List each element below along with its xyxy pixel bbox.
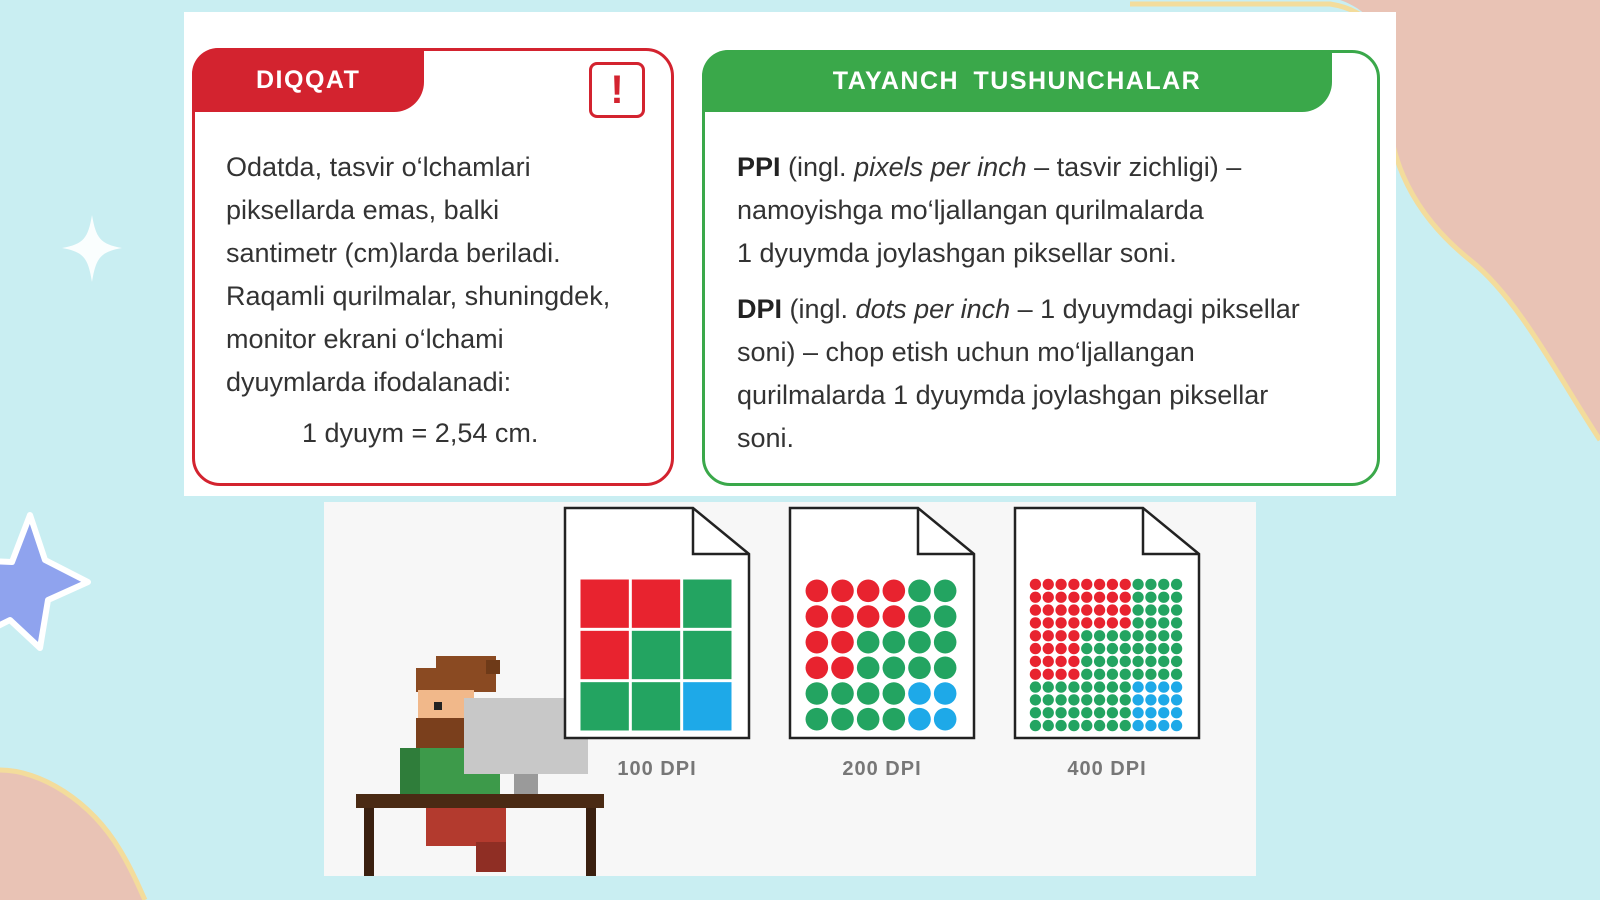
pixel-dot: [1158, 694, 1169, 705]
pixel-dot: [1132, 681, 1143, 692]
pixel-dot: [1030, 617, 1041, 628]
warning-line: piksellarda emas, balki: [226, 195, 500, 225]
pixel-dot: [1171, 669, 1182, 680]
pixel-dot: [1030, 681, 1041, 692]
pixel-dot: [1145, 694, 1156, 705]
ppi-term: PPI: [737, 152, 781, 182]
pixel-dot: [934, 631, 957, 654]
pixel-dot: [1055, 656, 1066, 667]
warning-line: santimetr (cm)larda beriladi.: [226, 238, 561, 268]
pixel-dot: [1107, 656, 1118, 667]
pixel-dot: [581, 580, 629, 628]
pixel-dot: [1094, 643, 1105, 654]
pixel-dot: [1043, 579, 1054, 590]
pixel-dot: [1055, 604, 1066, 615]
pixel-dot: [1107, 694, 1118, 705]
pixel-dot: [1132, 604, 1143, 615]
pixel-dot: [1043, 592, 1054, 603]
pixel-dot: [632, 631, 680, 679]
pixel-dot: [1081, 643, 1092, 654]
pixel-dot: [1030, 579, 1041, 590]
pixel-dot: [1158, 617, 1169, 628]
ppi-english: pixels per inch: [854, 152, 1027, 182]
pixel-dot: [1120, 681, 1131, 692]
pixel-dot: [1043, 681, 1054, 692]
pixel-dot: [831, 580, 854, 603]
dpi-line-2: soni) – chop etish uchun mo‘ljallangan: [737, 337, 1195, 367]
pixel-dot: [1094, 592, 1105, 603]
pixel-dot: [806, 657, 829, 680]
pixel-dot: [1055, 694, 1066, 705]
pixel-dot: [1068, 681, 1079, 692]
warning-title: DIQQAT: [192, 48, 424, 112]
pixel-dot: [1132, 669, 1143, 680]
warning-line: monitor ekrani o‘lchami: [226, 324, 504, 354]
pixel-dot: [1107, 617, 1118, 628]
pixel-dot: [1171, 656, 1182, 667]
pixel-dot: [1081, 707, 1092, 718]
pixel-dot: [806, 682, 829, 705]
pixel-dot: [1081, 579, 1092, 590]
pixel-dot: [908, 657, 931, 680]
pixel-dot: [1043, 694, 1054, 705]
pixel-dot: [1120, 694, 1131, 705]
pixel-dot: [1068, 630, 1079, 641]
sparkle-icon: [62, 215, 122, 282]
pixel-dot: [1120, 604, 1131, 615]
pixel-dot: [1107, 592, 1118, 603]
document-100-dpi: [563, 506, 751, 740]
pixel-dot: [1043, 617, 1054, 628]
pixel-dot: [1145, 669, 1156, 680]
pixel-dot: [1068, 579, 1079, 590]
pixel-dot: [1055, 720, 1066, 731]
pixel-dot: [1158, 707, 1169, 718]
dpi-rest: – 1 dyuymdagi piksellar: [1010, 294, 1300, 324]
label-100-dpi: 100 DPI: [617, 758, 697, 780]
pixel-dot: [806, 631, 829, 654]
pixel-dot: [1107, 707, 1118, 718]
pixel-dot: [1094, 656, 1105, 667]
pixel-dot: [908, 605, 931, 628]
pixel-dot: [1120, 656, 1131, 667]
pixel-dot: [1145, 579, 1156, 590]
pixel-dot: [1107, 669, 1118, 680]
pixel-dot: [908, 682, 931, 705]
pixel-dot: [1043, 656, 1054, 667]
pixel-dot: [831, 682, 854, 705]
pixel-dot: [908, 631, 931, 654]
pixel-dot: [1081, 669, 1092, 680]
pixel-dot: [1068, 592, 1079, 603]
pixel-dot: [831, 657, 854, 680]
pixel-dot: [1107, 579, 1118, 590]
pixel-dot: [1107, 681, 1118, 692]
pixel-dot: [1030, 694, 1041, 705]
inch-formula: 1 dyuym = 2,54 cm.: [302, 418, 539, 448]
pixel-dot: [1158, 579, 1169, 590]
pixel-dot: [857, 708, 880, 731]
pixel-dot: [683, 631, 731, 679]
pixel-dot: [1158, 720, 1169, 731]
pixel-dot: [1055, 579, 1066, 590]
pixel-dot: [908, 580, 931, 603]
pixel-dot: [1120, 592, 1131, 603]
pixel-dot: [1145, 707, 1156, 718]
pixel-dot: [581, 631, 629, 679]
warning-text: [226, 146, 656, 404]
pixel-dot: [1094, 707, 1105, 718]
pixel-dot: [934, 708, 957, 731]
pixel-dot: [1043, 720, 1054, 731]
pixel-dot: [581, 682, 629, 730]
pixel-dot: [1081, 592, 1092, 603]
pixel-dot: [1171, 681, 1182, 692]
pixel-dot: [806, 580, 829, 603]
pixel-dot: [1171, 720, 1182, 731]
pixel-dot: [1120, 669, 1131, 680]
concepts-title: TAYANCH TUSHUNCHALAR: [702, 50, 1332, 112]
dpi-line-3: qurilmalarda 1 dyuymda joylashgan piksellar: [737, 380, 1269, 410]
pixel-dot: [1145, 630, 1156, 641]
ppi-line-1: [737, 146, 1367, 189]
pixel-dot: [1171, 707, 1182, 718]
pixel-dot: [908, 708, 931, 731]
pixel-dot: [1158, 630, 1169, 641]
pixel-dot: [1171, 592, 1182, 603]
pixel-dot: [1043, 707, 1054, 718]
pixel-dot: [1120, 579, 1131, 590]
pixel-dot: [1120, 720, 1131, 731]
pixel-dot: [1107, 643, 1118, 654]
pixel-dot: [1055, 669, 1066, 680]
dpi-line-1: [737, 288, 1367, 331]
label-200-dpi: 200 DPI: [842, 758, 922, 780]
pixel-dot: [1132, 592, 1143, 603]
pixel-dot: [1145, 592, 1156, 603]
pixel-dot: [883, 605, 906, 628]
pixel-dot: [1158, 656, 1169, 667]
pixel-dot: [1068, 604, 1079, 615]
pixel-dot: [883, 708, 906, 731]
dpi-english: dots per inch: [855, 294, 1011, 324]
pixel-dot: [857, 605, 880, 628]
dpi-line-4: soni.: [737, 423, 795, 453]
pixel-dot: [934, 605, 957, 628]
pixel-dot: [1132, 643, 1143, 654]
pixel-dot: [1158, 592, 1169, 603]
pixel-dot: [883, 682, 906, 705]
pixel-dot: [1094, 694, 1105, 705]
pixel-dot: [1171, 604, 1182, 615]
pixel-dot: [1068, 643, 1079, 654]
pixel-dot: [1068, 669, 1079, 680]
pixel-dot: [1094, 604, 1105, 615]
pixel-dot: [1081, 694, 1092, 705]
pixel-dot: [1030, 707, 1041, 718]
pixel-dot: [1171, 694, 1182, 705]
pixel-dot: [934, 580, 957, 603]
pixel-dot: [1068, 707, 1079, 718]
pixel-dot: [1158, 604, 1169, 615]
pixel-dot: [1107, 604, 1118, 615]
pixel-dot: [1132, 707, 1143, 718]
pixel-dot: [1145, 720, 1156, 731]
pixel-dot: [1030, 643, 1041, 654]
ppi-line-2: namoyishga mo‘ljallangan qurilmalarda: [737, 195, 1204, 225]
pixel-dot: [632, 580, 680, 628]
pixel-dot: [1068, 656, 1079, 667]
pixel-dot: [1158, 681, 1169, 692]
pixel-dot: [1120, 630, 1131, 641]
pixel-dot: [1132, 617, 1143, 628]
pixel-dot: [683, 682, 731, 730]
pixel-dot: [1055, 707, 1066, 718]
pixel-dot: [831, 708, 854, 731]
concepts-text: [737, 146, 1367, 473]
pixel-dot: [1030, 604, 1041, 615]
pixel-dot: [1145, 617, 1156, 628]
label-400-dpi: 400 DPI: [1067, 758, 1147, 780]
pixel-dot: [1094, 681, 1105, 692]
pixel-dot: [934, 682, 957, 705]
pixel-dot: [1030, 669, 1041, 680]
pixel-dot: [883, 657, 906, 680]
pixel-dot: [1120, 707, 1131, 718]
star-icon: [0, 515, 88, 648]
bottom-left-blob: [0, 770, 145, 900]
pixel-dot: [934, 657, 957, 680]
pixel-dot: [1068, 694, 1079, 705]
pixel-dot: [1094, 720, 1105, 731]
pixel-dot: [1068, 617, 1079, 628]
pixel-dot: [883, 580, 906, 603]
pixel-dot: [1158, 643, 1169, 654]
pixel-dot: [1107, 720, 1118, 731]
pixel-dot: [1081, 681, 1092, 692]
exclamation-icon: !: [589, 62, 645, 118]
pixel-dot: [1171, 630, 1182, 641]
pixel-dot: [1094, 630, 1105, 641]
pixel-dot: [1030, 720, 1041, 731]
warning-line: Raqamli qurilmalar, shuningdek,: [226, 281, 611, 311]
pixel-dot: [1132, 579, 1143, 590]
pixel-dot: [1145, 604, 1156, 615]
pixel-dot: [1081, 656, 1092, 667]
pixel-dot: [1094, 669, 1105, 680]
dpi-definition: [737, 288, 1367, 460]
pixel-dot: [1107, 630, 1118, 641]
document-400-dpi: [1013, 506, 1201, 740]
pixel-dot: [1043, 669, 1054, 680]
pixel-dot: [1055, 630, 1066, 641]
pixel-dot: [1055, 617, 1066, 628]
pixel-dot: [1158, 669, 1169, 680]
pixel-dot: [1055, 643, 1066, 654]
pixel-dot: [1120, 617, 1131, 628]
pixel-dot: [1081, 720, 1092, 731]
pixel-dot: [1145, 656, 1156, 667]
pixel-dot: [1068, 720, 1079, 731]
document-200-dpi: [788, 506, 976, 740]
pixel-dot: [1132, 656, 1143, 667]
pixel-dot: [831, 631, 854, 654]
pixel-dot: [1043, 630, 1054, 641]
pixel-dot: [1145, 681, 1156, 692]
pixel-dot: [1132, 630, 1143, 641]
pixel-dot: [632, 682, 680, 730]
pixel-dot: [1132, 694, 1143, 705]
pixel-dot: [857, 631, 880, 654]
ppi-open: (ingl.: [780, 152, 855, 182]
pixel-dot: [1081, 617, 1092, 628]
warning-line: dyuymlarda ifodalanadi:: [226, 367, 512, 397]
pixel-dot: [1094, 579, 1105, 590]
pixel-dot: [1145, 643, 1156, 654]
pixel-dot: [806, 605, 829, 628]
pixel-dot: [1132, 720, 1143, 731]
pixel-dot: [1171, 643, 1182, 654]
pixel-dot: [857, 657, 880, 680]
ppi-rest: – tasvir zichligi) –: [1026, 152, 1242, 182]
pixel-dot: [1030, 630, 1041, 641]
pixel-dot: [831, 605, 854, 628]
pixel-dot: [683, 580, 731, 628]
dpi-term: DPI: [737, 294, 783, 324]
dpi-open: (ingl.: [782, 294, 856, 324]
pixel-dot: [806, 708, 829, 731]
pixel-dot: [1055, 681, 1066, 692]
pixel-dot: [857, 580, 880, 603]
pixel-dot: [1055, 592, 1066, 603]
ppi-line-3: 1 dyuymda joylashgan piksellar soni.: [737, 238, 1177, 268]
ppi-definition: [737, 146, 1367, 275]
pixel-dot: [1030, 656, 1041, 667]
warning-line: Odatda, tasvir o‘lchamlari: [226, 152, 531, 182]
pixel-dot: [1081, 630, 1092, 641]
pixel-dot: [883, 631, 906, 654]
pixel-dot: [1171, 617, 1182, 628]
pixel-dot: [1043, 643, 1054, 654]
pixel-dot: [857, 682, 880, 705]
pixel-dot: [1171, 579, 1182, 590]
pixel-dot: [1030, 592, 1041, 603]
pixel-dot: [1081, 604, 1092, 615]
pixel-dot: [1094, 617, 1105, 628]
pixel-dot: [1120, 643, 1131, 654]
pixel-dot: [1043, 604, 1054, 615]
